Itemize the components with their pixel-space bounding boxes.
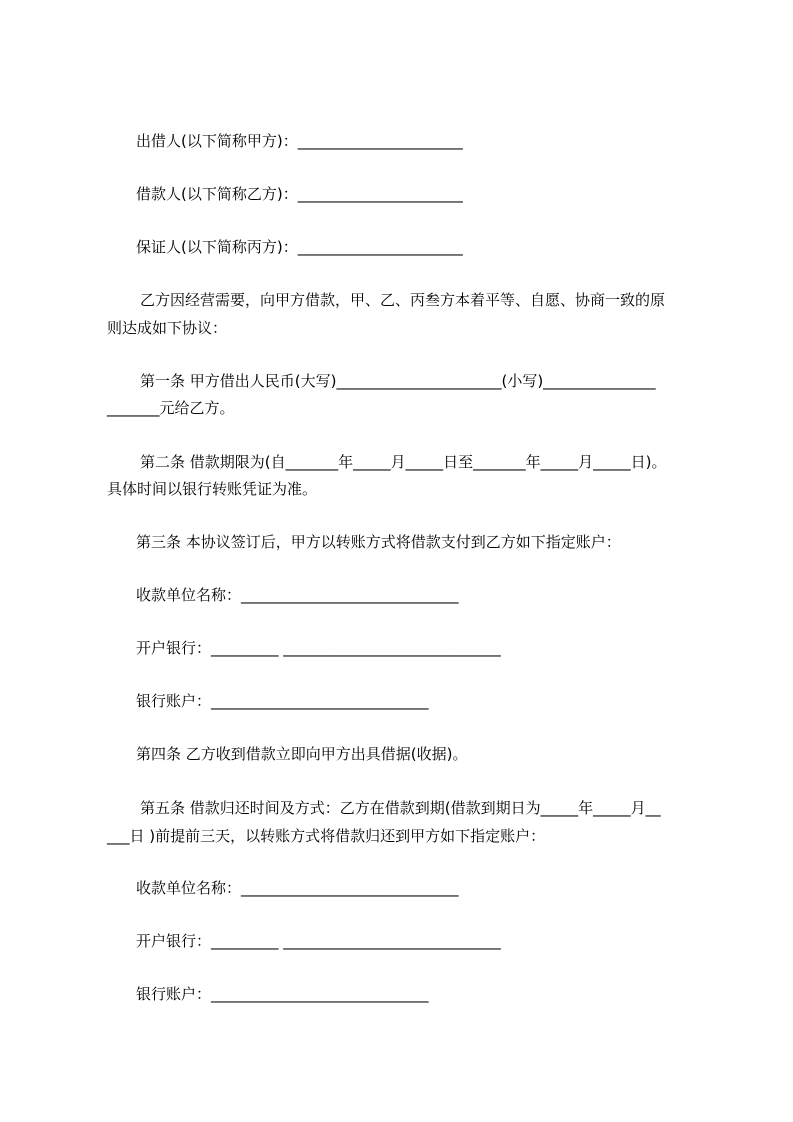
intro-paragraph-line-1: 乙方因经营需要，向甲方借款，甲、乙、丙叁方本着平等、自愿、协商一致的原 <box>140 291 666 309</box>
article-2-line-1: 第二条 借款期限为(自_______年_____月_____日至_______年_____月_____日)。 <box>140 453 667 471</box>
bank-field-2: 开户银行：_________ _____________________________ <box>136 932 501 950</box>
article-5-line-1: 第五条 借款归还时间及方式：乙方在借款到期(借款到期日为_____年_____月__ <box>140 799 661 817</box>
article-3: 第三条 本协议签订后，甲方以转账方式将借款支付到乙方如下指定账户： <box>136 533 621 551</box>
article-2-line-2: 具体时间以银行转账凭证为准。 <box>107 480 318 498</box>
article-1-line-2: _______元给乙方。 <box>107 399 235 417</box>
borrower-field: 借款人(以下简称乙方)：______________________ <box>136 185 463 203</box>
article-5-line-2: ___日 )前提前三天，以转账方式将借款归还到甲方如下指定账户： <box>107 827 546 845</box>
article-1-line-1: 第一条 甲方借出人民币(大写)______________________(小写)_______________ <box>140 372 656 390</box>
account-field-1: 银行账户：_____________________________ <box>136 692 429 710</box>
lender-field: 出借人(以下简称甲方)：______________________ <box>136 132 463 150</box>
payee-name-field-2: 收款单位名称：_____________________________ <box>136 879 459 897</box>
bank-field-1: 开户银行：_________ _____________________________ <box>136 639 501 657</box>
account-field-2: 银行账户：_____________________________ <box>136 985 429 1003</box>
payee-name-field-1: 收款单位名称：_____________________________ <box>136 586 459 604</box>
article-4: 第四条 乙方收到借款立即向甲方出具借据(收据)。 <box>136 745 468 763</box>
guarantor-field: 保证人(以下简称丙方)：______________________ <box>136 238 463 256</box>
intro-paragraph-line-2: 则达成如下协议： <box>107 319 228 337</box>
